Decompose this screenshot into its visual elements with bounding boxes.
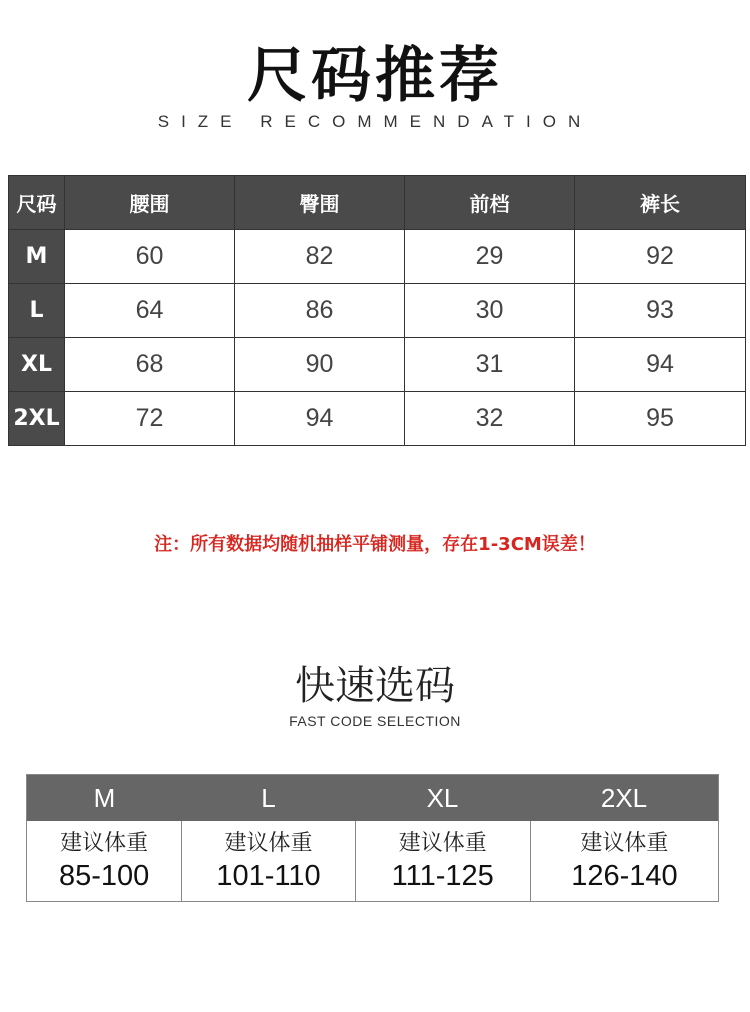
fast-size-header: M [93,782,116,813]
weight-range: 111-125 [391,860,494,892]
page-subtitle: SIZE RECOMMENDATION [157,112,593,131]
table-cell: 90 [235,338,405,392]
fast-size-cell [182,821,355,901]
table-cell: 30 [405,284,575,338]
size-table-header-row [9,176,746,230]
weight-label: 建议体重 [60,831,149,856]
table-cell: 93 [575,284,746,338]
row-size-label: XL [9,338,65,392]
table-row [9,338,746,392]
table-row [9,392,746,446]
table-cell: 94 [235,392,405,446]
table-cell: 94 [575,338,746,392]
table-row [9,230,746,284]
table-cell: 68 [65,338,235,392]
row-size-label: 2XL [9,392,65,446]
fast-selection-body-row [27,821,718,901]
column-header-size: 尺码 [9,176,65,230]
table-cell: 64 [65,284,235,338]
weight-range: 85-100 [59,860,150,892]
weight-label: 建议体重 [580,831,669,856]
column-header-length: 裤长 [575,176,746,230]
column-header-hip: 臀围 [235,176,405,230]
page-title: 尺码推荐 [247,41,503,111]
row-size-label: L [9,284,65,338]
table-cell: 95 [575,392,746,446]
weight-range: 126-140 [571,860,678,892]
fast-size-header: L [261,782,276,813]
table-cell: 72 [65,392,235,446]
measurement-note: 注：所有数据均随机抽样平铺测量，存在1-3CM误差！ [154,534,596,555]
weight-range: 101-110 [216,860,321,892]
table-cell: 92 [575,230,746,284]
fast-size-cell [531,821,718,901]
weight-label: 建议体重 [398,831,487,856]
fast-selection-subtitle: FAST CODE SELECTION [289,713,461,729]
table-cell: 29 [405,230,575,284]
table-cell: 31 [405,338,575,392]
fast-size-header: XL [426,782,459,813]
fast-size-header: 2XL [600,782,648,813]
fast-selection-header-row [27,775,718,821]
column-header-waist: 腰围 [65,176,235,230]
size-table [8,175,746,446]
table-row [9,284,746,338]
fast-selection-title: 快速选码 [295,663,455,709]
fast-size-cell [356,821,531,901]
fast-size-cell [27,821,182,901]
table-cell: 86 [235,284,405,338]
table-cell: 60 [65,230,235,284]
weight-label: 建议体重 [224,831,313,856]
row-size-label: M [9,230,65,284]
fast-selection-table [26,774,719,902]
column-header-rise: 前档 [405,176,575,230]
table-cell: 82 [235,230,405,284]
table-cell: 32 [405,392,575,446]
